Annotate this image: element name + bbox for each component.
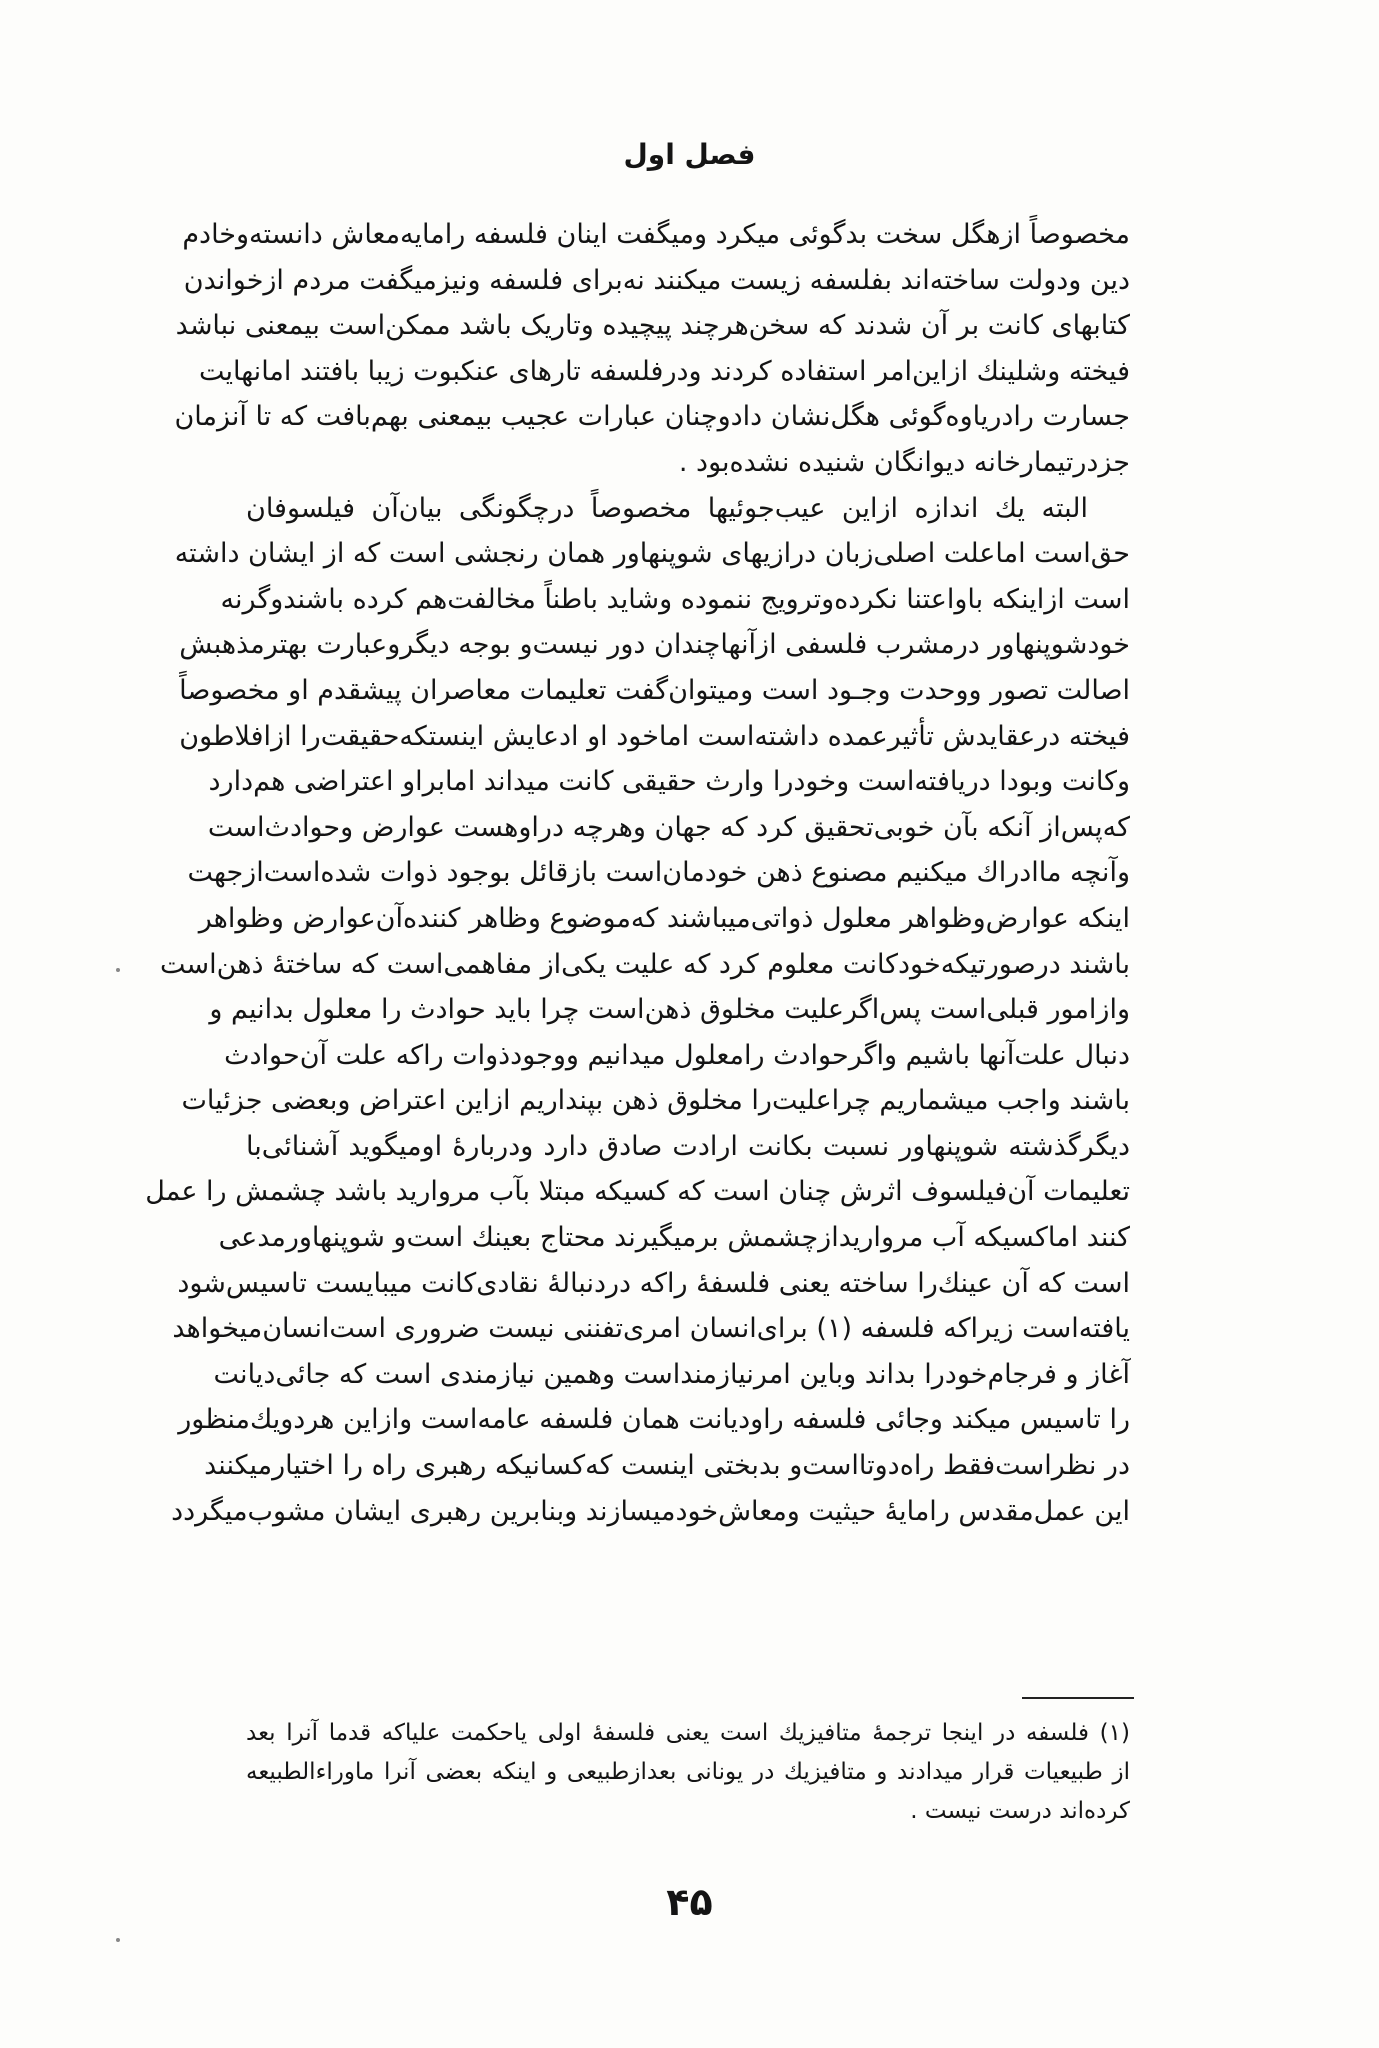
text-line: است ازاینکه باواعتنا نکرده‌وترویج ننموده وشاید باطناً مخالفت‌هم کرده باشندوگرنه [220,583,1130,615]
text-line: خودشوپنهاور درمشرب فلسفی ازآنهاچندان دور نیست‌و بوجه دیگروعبارت بهترمذهبش [179,629,1130,661]
scan-speck [116,968,120,972]
text-line: وآنچه ماادراك میکنیم مصنوع ذهن خودمان‌است بازقائل بوجود ذوات شده‌است‌ازجهت [187,857,1130,889]
text-line: جزدرتیمارخانه دیوانگان شنیده نشده‌بود . [678,446,1130,478]
text-line: حق‌است اماعلت اصلی‌زبان درازیهای شوپنهاور همان رنجشی است که از ایشان داشته [174,538,1130,570]
text-line: دیگرگذشته شوپنهاور نسبت بکانت ارادت صادق دارد ودربارهٔ اومیگوید آشنائی‌با [246,1130,1130,1162]
text-line: باشند درصورتیکه‌خودکانت معلوم کرد که علیت یکی‌از مفاهمی‌است که ساختهٔ ذهن‌است [160,948,1130,980]
footnote-separator [1022,1697,1134,1699]
footnote-line: از طبیعیات قرار میدادند و متافیزیك در یونانی بعدازطبیعی و اینکه بعضی آنرا ماوراءالطبیعه [246,1759,1130,1785]
text-line: فیخته وشلینك ازاین‌امر استفاده کردند ودرفلسفه تارهای عنکبوت زیبا بافتند امانهایت [198,355,1130,387]
text-line: وکانت وبودا دریافته‌است وخودرا وارث حقیقی کانت میداند امابراو اعتراضی هم‌دارد [208,766,1130,798]
text-line: فیخته درعقایدش تأثیرعمده داشته‌است اماخود او ادعایش اینستکه‌حقیقت‌را ازافلاطون [179,720,1130,752]
running-head: فصل اول [623,138,756,171]
text-line: کنند اماکسیکه آب مروارید‌ازچشمش برمیگیرند محتاج بعینك است‌و شوپنهاورمدعی [218,1222,1130,1254]
paragraph-first-line: البته يك اندازه ازاین عیب‌جوئیها مخصوصاً درچگونگی بیان‌آن فیلسوفان [246,492,1088,524]
text-line: مخصوصاً ازهگل سخت بدگوئی میکرد ومیگفت اینان فلسفه رامایه‌معاش دانسته‌وخادم [182,219,1130,250]
text-line: را تاسیس میکند وجائی فلسفه راودیانت همان فلسفه عامه‌است وازاین هردویك‌منظور [178,1404,1130,1436]
scan-speck [116,1938,120,1942]
footnote-line: کرده‌اند درست نیست . [910,1798,1130,1824]
text-line: یافته‌است زیراکه فلسفه (۱) برای‌انسان امری‌تفننی نیست ضروری است‌انسان‌میخواهد [172,1313,1130,1345]
text-line: کتابهای کانت بر آن شدند که سخن‌هرچند پیچیده وتاریک باشد ممکن‌است بیمعنی نباشد [175,310,1130,342]
footnote-line: (۱) فلسفه در اینجا ترجمهٔ متافیزیك است یعنی فلسفهٔ اولی یاحکمت علیاکه قدما آنرا بعد [246,1720,1130,1746]
text-line: این عمل‌مقدس رامایهٔ حیثیت ومعاش‌خودمیسازند وبنابرین رهبری ایشان مشوب‌میگردد [171,1495,1130,1527]
text-line: جسارت رادریاوه‌گوئی هگل‌نشان دادوچنان عبارات عجیب بیمعنی بهم‌بافت که تا آنزمان [174,401,1130,433]
text-line: آغاز و فرجام‌خودرا بداند وباین امرنیازمنداست وهمین نیازمندی است که جائی‌دیانت [213,1358,1130,1390]
text-line: تعلیمات آن‌فیلسوف اثرش چنان است که کسیکه مبتلا بآب مروارید باشد چشمش را عمل [145,1176,1130,1208]
text-line: است که آن عینك‌را ساخته یعنی فلسفهٔ راکه دردنبالهٔ نقادی‌کانت میبایست تاسیس‌شود [177,1267,1130,1299]
text-line: وازامور قبلی‌است پس‌اگرعلیت مخلوق ذهن‌است چرا باید حوادث را معلول بدانیم و [209,994,1130,1026]
text-line: اصالت تصور ووحدت وجـود است ومیتوان‌گفت تعلیمات معاصران پیشقدم او مخصوصاً [179,674,1130,706]
text-line: در نظراست‌فقط راه‌دوتااست‌و بدبختی اینست که‌کسانیکه رهبری راه را اختیارمیکنند [204,1450,1130,1482]
footnotes [246,1714,1130,1831]
text-line: که‌پس‌از آنکه بآن خوبی‌تحقیق کرد که جهان وهرچه دراوهست عوارض وحوادث‌است [207,811,1130,843]
text-line: دنبال علت‌آنها باشیم واگرحوادث رامعلول میدانیم ووجودذوات راکه علت آن‌حوادث [224,1039,1130,1071]
text-line: باشند واجب میشماریم چراعلیت‌را مخلوق ذهن بپنداریم ازاین اعتراض وبعضی جزئیات [181,1085,1130,1117]
body-text [145,212,1130,1534]
text-line: اینکه عوارض‌وظواهر معلول ذواتی‌میباشند که‌موضوع وظاهر کننده‌آن‌عوارض وظواهر [198,902,1130,934]
page-number: ۴۵ [666,1880,713,1924]
text-line: دین ودولت ساخته‌اند بفلسفه زیست میکنند نه‌برای فلسفه ونیزمیگفت مردم ازخواندن [183,264,1130,296]
